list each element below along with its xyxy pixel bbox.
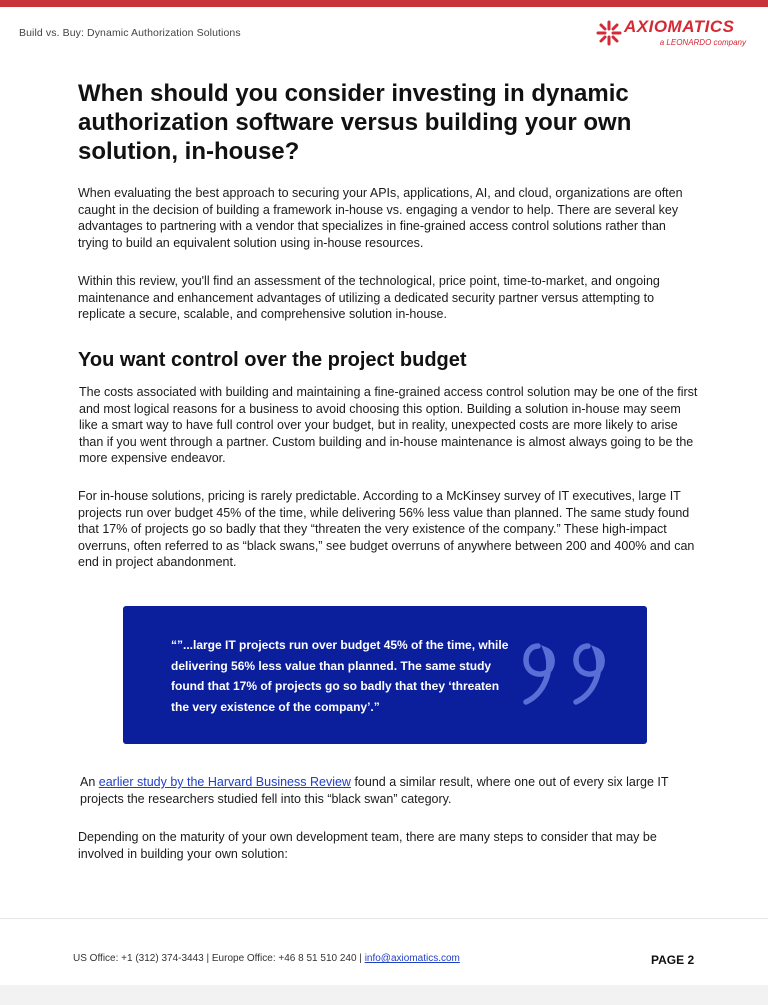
footer-phone-numbers: US Office: +1 (312) 374-3443 | Europe Office: +46 8 51 510 240 | <box>73 953 365 964</box>
page-number: PAGE 2 <box>651 953 695 967</box>
logo-wordmark: AXIOMATICS <box>624 17 735 36</box>
budget-paragraph-1: The costs associated with building and maintaining a fine-grained access control solution may be one of the first and most logical reasons for a business to avoid choosing this option. Building a solution in-house may seem like a smart way to have full control over your budget, but in reality, unexpected costs are more likely to arise than if you went through a partner. Custom building and in-house maintenance is almost always going to be the more expensive endeavor. <box>79 385 698 465</box>
hbr-prefix: An <box>80 775 99 789</box>
footer-contact <box>73 953 460 964</box>
footer-divider <box>0 918 768 919</box>
hbr-study-link[interactable]: earlier study by the Harvard Business Review <box>98 775 351 789</box>
pull-quote-text: “”...large IT projects run over budget 45% of the time, while delivering 56% less value than planned. The same study found that 17% of projects go so badly that they ‘threaten the very existence of the company’.” <box>171 638 509 714</box>
intro-paragraph-1: When evaluating the best approach to securing your APIs, applications, AI, and cloud, organizations are often caught in the decision of building a framework in-house vs. engaging a vendor to help. There are several key advantages to partnering with a vendor that specializes in fine-grained access control solutions rather than trying to build an equivalent solution using in-house resources. <box>78 186 683 250</box>
axiomatics-logo-icon <box>596 20 622 46</box>
intro-paragraph-2: Within this review, you'll find an assessment of the technological, price point, time-to-market, and ongoing maintenance and enhancement advantages of utilizing a dedicated security partner versus attempting to replicate a secure, scalable, and comprehensive solution in-house. <box>78 274 660 321</box>
quote-marks-icon <box>518 642 622 708</box>
footer-email-link[interactable]: info@axiomatics.com <box>364 953 460 964</box>
document-title: Build vs. Buy: Dynamic Authorization Solutions <box>19 27 241 39</box>
logo-tagline: a LEONARDO company <box>659 38 746 47</box>
section-heading: You want control over the project budget <box>78 349 467 371</box>
budget-paragraph-2: For in-house solutions, pricing is rarely predictable. According to a McKinsey survey of IT executives, large IT projects run over budget 45% of the time, while delivering 56% less value than planned. The same study found that 17% of projects go so badly that they “threaten the very existence of the company.” These high-impact overruns, often referred to as “black swans,” see budget overruns of anywhere between 200 and 400% and can end in project abandonment. <box>78 489 695 569</box>
page-bottom-edge <box>0 985 768 1005</box>
hbr-suffix: found a similar result, where one out of every six large IT projects the researchers studied fell into this “black swan” category. <box>80 775 669 806</box>
pull-quote-box <box>123 606 647 744</box>
top-accent-bar <box>0 0 768 7</box>
hbr-paragraph <box>80 774 690 807</box>
axiomatics-logo <box>596 17 752 51</box>
steps-intro-paragraph: Depending on the maturity of your own development team, there are many steps to consider that may be involved in building your own solution: <box>78 830 657 861</box>
main-heading: When should you consider investing in dynamic authorization software versus building your own solution, in-house? <box>78 80 632 165</box>
